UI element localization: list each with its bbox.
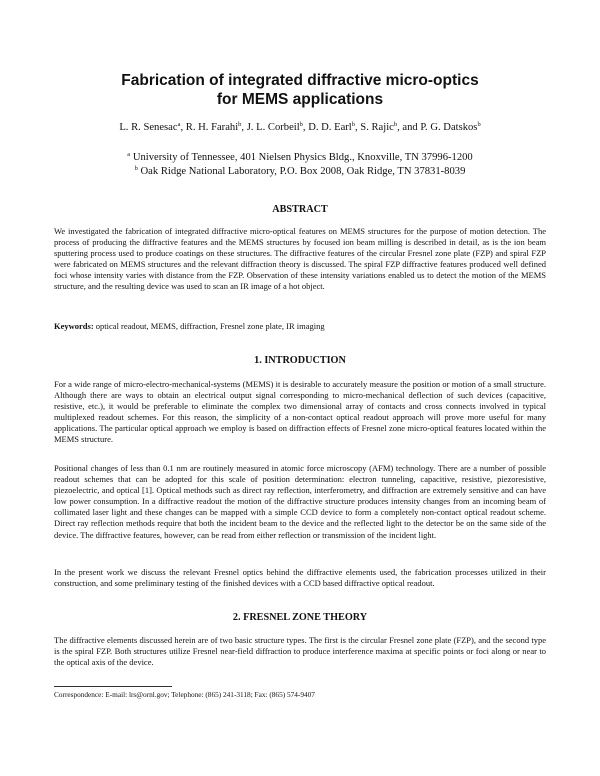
paper-title-line-1: Fabrication of integrated diffractive micro-optics xyxy=(121,72,479,89)
author: J. L. Corbeil$^b$ xyxy=(246,121,303,133)
footnote-rule xyxy=(54,686,172,687)
abstract-text: We investigated the fabrication of integrated diffractive micro-optical features on MEMS structures for the purpose of motion detection. The process of producing the diffractive features and the MEMS structures by focused ion beam milling is described in detail, as is the ion beam sputtering process used to produce coatings on these structures. The diffractive features of the circular Fresnel zone plate (FZP) and spiral FZP were fabricated on MEMS structures and the relevant diffraction theory is discussed. The spiral FZP diffractive features produced well defined foci whose intensity varies with distance from the FZP. Observation of these intensity variations enabled us to detect the motion of the MEMS structure, and the resulting device was used to scan an IR image of a hot object. xyxy=(54,226,546,292)
section-2-heading: 2. FRESNEL ZONE THEORY xyxy=(232,612,368,623)
paper-title-line-2: for MEMS applications xyxy=(216,91,384,108)
intro-paragraph-3: In the present work we discuss the relevant Fresnel optics behind the diffractive elements used, the fabrication processes utilized in their construction, and some preliminary testing of the finished devices with a CCD based diffractive optical readout. xyxy=(54,567,546,589)
author: R. H. Farahi$^b$ xyxy=(185,121,242,133)
author: S. Rajic$^b$ xyxy=(360,121,398,133)
abstract-heading: ABSTRACT xyxy=(272,204,328,215)
author: and P. G. Datskos$^b$ xyxy=(402,121,481,133)
fresnel-paragraph-1: The diffractive elements discussed herein are of two basic structure types. The first is the circular Fresnel zone plate (FZP), and the second type is the spiral FZP. Both structures utilize Fresnel near-field diffraction to produce interference maxima at specific points or foci along or near to the optical axis of the device. xyxy=(54,635,546,668)
affiliation-b: $^b$ Oak Ridge National Laboratory, P.O. Box 2008, Oak Ridge, TN 37831-8039 xyxy=(134,165,466,177)
intro-paragraph-2: Positional changes of less than 0.1 nm are routinely measured in atomic force microscopy (AFM) technology. There are a number of possible readout schemes that can be adopted for this scale of position determination: electron tunneling, capacitive, resistive, piezoresistive, piezoelectric, and optical [1]. Optical methods such as direct ray reflection, interferometry, and diffraction are extremely sensitive and can have low power consumption. In a diffractive readout the motion of the diffractive structure produces intensity changes from an incoming beam of collimated laser light and these changes can be mapped with a simple CCD device to form a completely non-contact optical readout scheme. Direct ray reflection methods require that both the incident beam to the device and the reflected light to the detector be on the same side of the device. The diffractive features, however, can be read from either reflection or transmission of the incident light. xyxy=(54,463,546,540)
intro-paragraph-1: For a wide range of micro-electro-mechanical-systems (MEMS) it is desirable to accurately measure the position or motion of a small structure. Although there are ways to obtain an electrical output signal corresponding to micro-mechanical deflection of such devices (capacitive, resistive, etc.), it would be preferable to eliminate the complex two dimensional array of contacts and cross connects involved in typical multiplexed readout schemes. For this reason, the simplicity of a non-contact optical readout approach will prove more useful for many applications. The particular optical approach we employ is based on diffraction effects of Fresnel zone micro-optical features located within the MEMS structure. xyxy=(54,379,546,445)
affiliation-a: $^a$ University of Tennessee, 401 Nielsen Physics Bldg., Knoxville, TN 37996-1200 xyxy=(127,151,473,163)
keywords xyxy=(54,321,325,331)
keywords-text: optical readout, MEMS, diffraction, Fresnel zone plate, IR imaging xyxy=(95,321,325,331)
author: D. D. Earl$^b$ xyxy=(308,121,355,133)
section-1-heading: 1. INTRODUCTION xyxy=(254,355,346,366)
author: L. R. Senesac$^a$ xyxy=(119,121,181,133)
author-list: L. R. Senesac$^a$, R. H. Farahi$^b$, J. L. Corbeil$^b$, D. D. Earl$^b$, S. Rajic$^b$, and P. G. Datskos$^b$ xyxy=(119,121,481,133)
footnote-correspondence: Correspondence: E-mail: lrs@ornl.gov; Telephone: (865) 241-3118; Fax: (865) 574-9407 xyxy=(54,690,315,699)
keywords-label: Keywords: xyxy=(54,321,94,331)
